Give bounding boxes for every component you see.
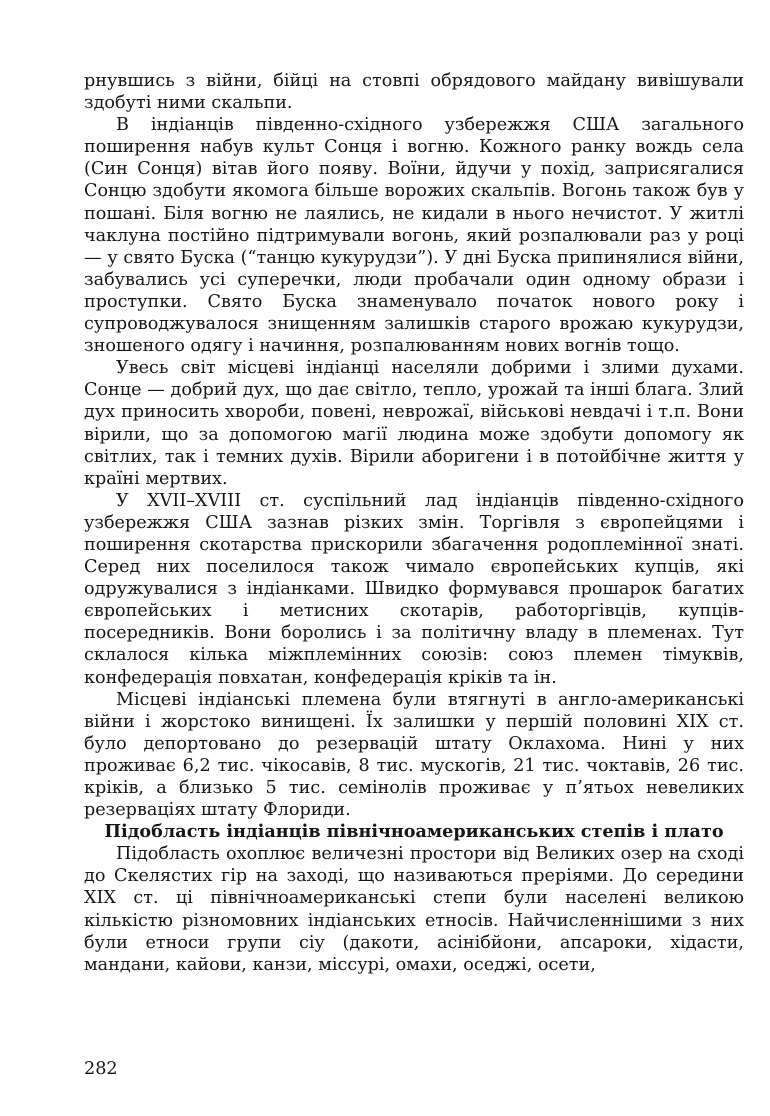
page-number: 282 xyxy=(84,1059,118,1079)
paragraph-deportation: Місцеві індіанські племена були втягнуті в англо-американські війни і жорстоко винищені. Їх залишки у першій половині XIX ст. було депортовано до резервацій штату Оклахома. Нині у них проживає 6,2 тис. чікосавів, 8 тис. мускогів, 21 тис. чоктавів, 26 тис. кріків, а близько 5 тис. семінолів проживає у п’ятьох невеликих резерваціях штату Флориди. xyxy=(84,689,744,821)
paragraph-spirits: Увесь світ місцеві індіанці населяли добрими і злими духами. Сонце — добрий дух, що дає світло, тепло, урожай та інші блага. Злий дух приносить хвороби, повені, неврожаї, військові невдачі і т.п. Вони вірили, що за допомогою магії людина може здобути допомогу як світлих, так і темних духів. Вірили аборигени і в потойбічне життя у країні мертвих. xyxy=(84,358,744,489)
paragraph-social-order: У XVII–XVIII ст. суспільний лад індіанців південно-східного узбережжя США зазнав різких змін. Торгівля з європейцями і поширення скотарства прискорили збагачення родоплемінної знаті. Серед них поселилося також чимало європейських купців, які одружувалися з індіанками. Швидко формувався прошарок багатих європейських і метисних скотарів, работоргівців, купців-посередників. Вони боролись і за політичну владу в племенах. Тут склалося кілька міжплемінних союзів: союз племен тімуквів, конфедерація повхатан, конфедерація кріків та ін. xyxy=(84,490,744,688)
paragraph-sun-fire-cult: В індіанців південно-східного узбережжя США загального поширення набув культ Сонця і вогню. Кожного ранку вождь села (Син Сонця) вітав його появу. Воїни, йдучи у похід, заприсягалися Сонцю здобути якомога більше ворожих скальпів. Вогонь також був у пошані. Біля вогню не лаялись, не кидали в нього нечистот. У житлі чаклуна постійно підтримували вогонь, який розпалювали раз у році — у свято Буска (“танцю кукурудзи”). У дні Буска припинялися війни, забувались усі суперечки, люди пробачали один одному образи і проступки. Свято Буска знаменувало початок нового року і супроводжувалося знищенням залишків старого врожаю кукурудзи, зношеного одягу і начиння, розпалюванням нових вогнів тощо. xyxy=(84,115,744,357)
paragraph-war-trophies: рнувшись з війни, бійці на стовпі обрядового майдану вивішували здобуті ними скальпи. xyxy=(84,71,744,114)
page-body xyxy=(84,70,744,976)
paragraph-prairies: Підобласть охоплює величезні простори від Великих озер на сході до Скелястих гір на заході, що називаються преріями. До середини XIX ст. ці північноамериканські степи були населені великою кількістю різномовних індіанських етносів. Найчисленнішими з них були етноси групи сіу (дакоти, асінібйони, апсароки, хідасти, мандани, кайови, канзи, міссурі, омахи, оседжі, осети, xyxy=(84,844,744,975)
section-heading: Підобласть індіанців північноамериканських степів і плато xyxy=(104,821,724,843)
